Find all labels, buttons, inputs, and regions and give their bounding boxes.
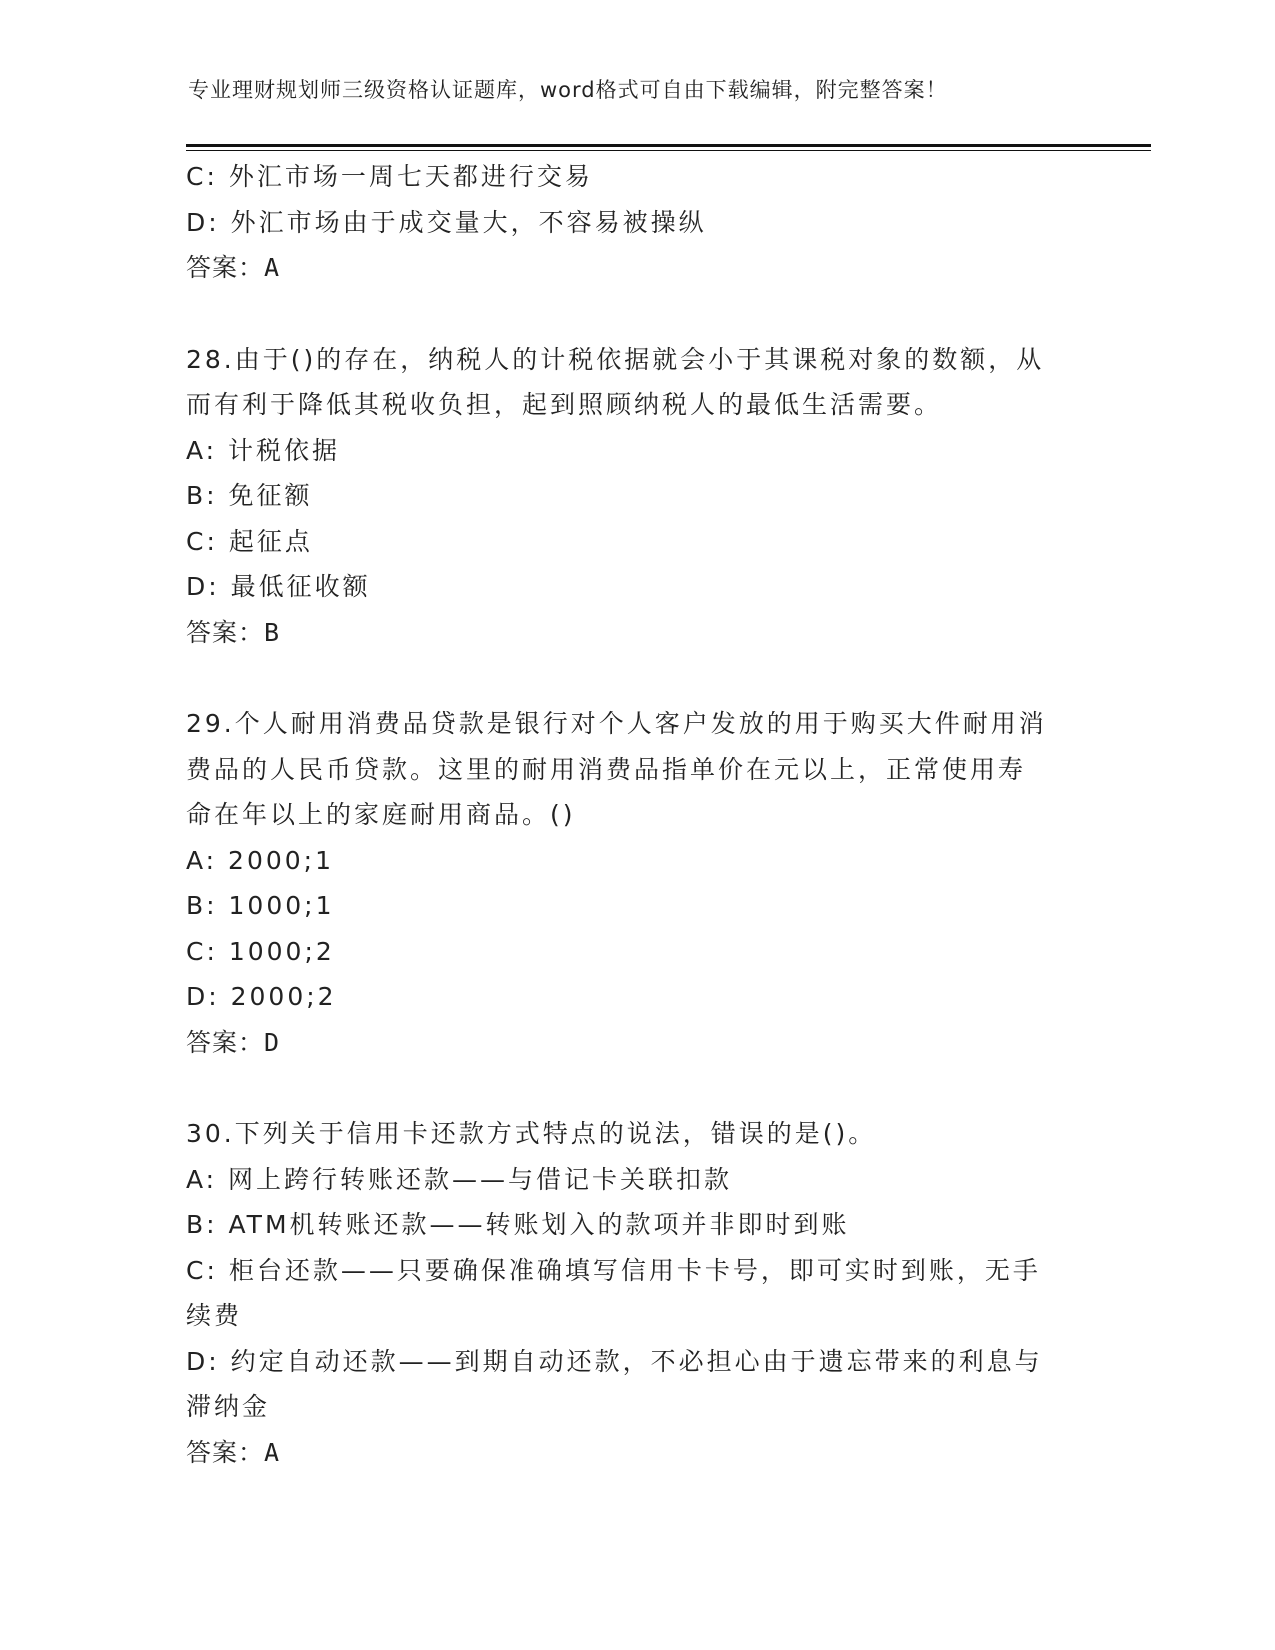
question-stem-line: 而有利于降低其税收负担，起到照顾纳税人的最低生活需要。 xyxy=(186,390,943,419)
answer-line: 答案：A xyxy=(186,253,281,282)
question-28 xyxy=(186,337,1086,656)
question-stem-line: 费品的人民币贷款。这里的耐用消费品指单价在元以上，正常使用寿 xyxy=(186,754,1027,784)
option-c-continued: 续费 xyxy=(186,1301,243,1330)
question-30 xyxy=(186,1111,1086,1475)
answer-line: 答案：B xyxy=(186,617,281,647)
question-27-tail xyxy=(186,154,1086,291)
spacer xyxy=(186,291,1086,337)
question-29 xyxy=(186,701,1086,1065)
option-b: B: 1000;1 xyxy=(186,891,335,920)
header-rule-thin xyxy=(186,150,1151,151)
question-stem-line: 30.下列关于信用卡还款方式特点的说法，错误的是()。 xyxy=(186,1119,877,1148)
option-c: C: 1000;2 xyxy=(186,936,335,966)
option-d: D: 最低征收额 xyxy=(186,572,371,601)
option-d-continued: 滞纳金 xyxy=(186,1392,271,1421)
option-d: D: 约定自动还款——到期自动还款，不必担心由于遗忘带来的利息与 xyxy=(186,1346,1043,1376)
option-b: B: ATM机转账还款——转账划入的款项并非即时到账 xyxy=(186,1210,850,1239)
option-c: C: 起征点 xyxy=(186,526,313,556)
spacer xyxy=(186,655,1086,701)
page-header: 专业理财规划师三级资格认证题库，word格式可自由下载编辑，附完整答案！ xyxy=(188,78,948,102)
option-c: C: 柜台还款——只要确保准确填写信用卡卡号，即可实时到账，无手 xyxy=(186,1255,1041,1285)
option-a: A: 2000;1 xyxy=(186,845,334,875)
question-stem-line: 28.由于()的存在，纳税人的计税依据就会小于其课税对象的数额，从 xyxy=(186,344,1045,374)
option-b: B: 免征额 xyxy=(186,481,313,510)
option-d: D: 2000;2 xyxy=(186,982,337,1011)
answer-line: 答案：D xyxy=(186,1027,281,1057)
option-d: D: 外汇市场由于成交量大，不容易被操纵 xyxy=(186,207,707,237)
question-content xyxy=(186,154,1086,1475)
option-a: A: 网上跨行转账还款——与借记卡关联扣款 xyxy=(186,1164,733,1194)
header-rule-thick xyxy=(186,144,1151,147)
answer-line: 答案：A xyxy=(186,1437,281,1467)
spacer xyxy=(186,1065,1086,1111)
option-c: C: 外汇市场一周七天都进行交易 xyxy=(186,162,593,191)
option-a: A: 计税依据 xyxy=(186,435,341,465)
question-stem-line: 命在年以上的家庭耐用商品。() xyxy=(186,800,576,829)
question-stem-line: 29.个人耐用消费品贷款是银行对个人客户发放的用于购买大件耐用消 xyxy=(186,709,1047,738)
